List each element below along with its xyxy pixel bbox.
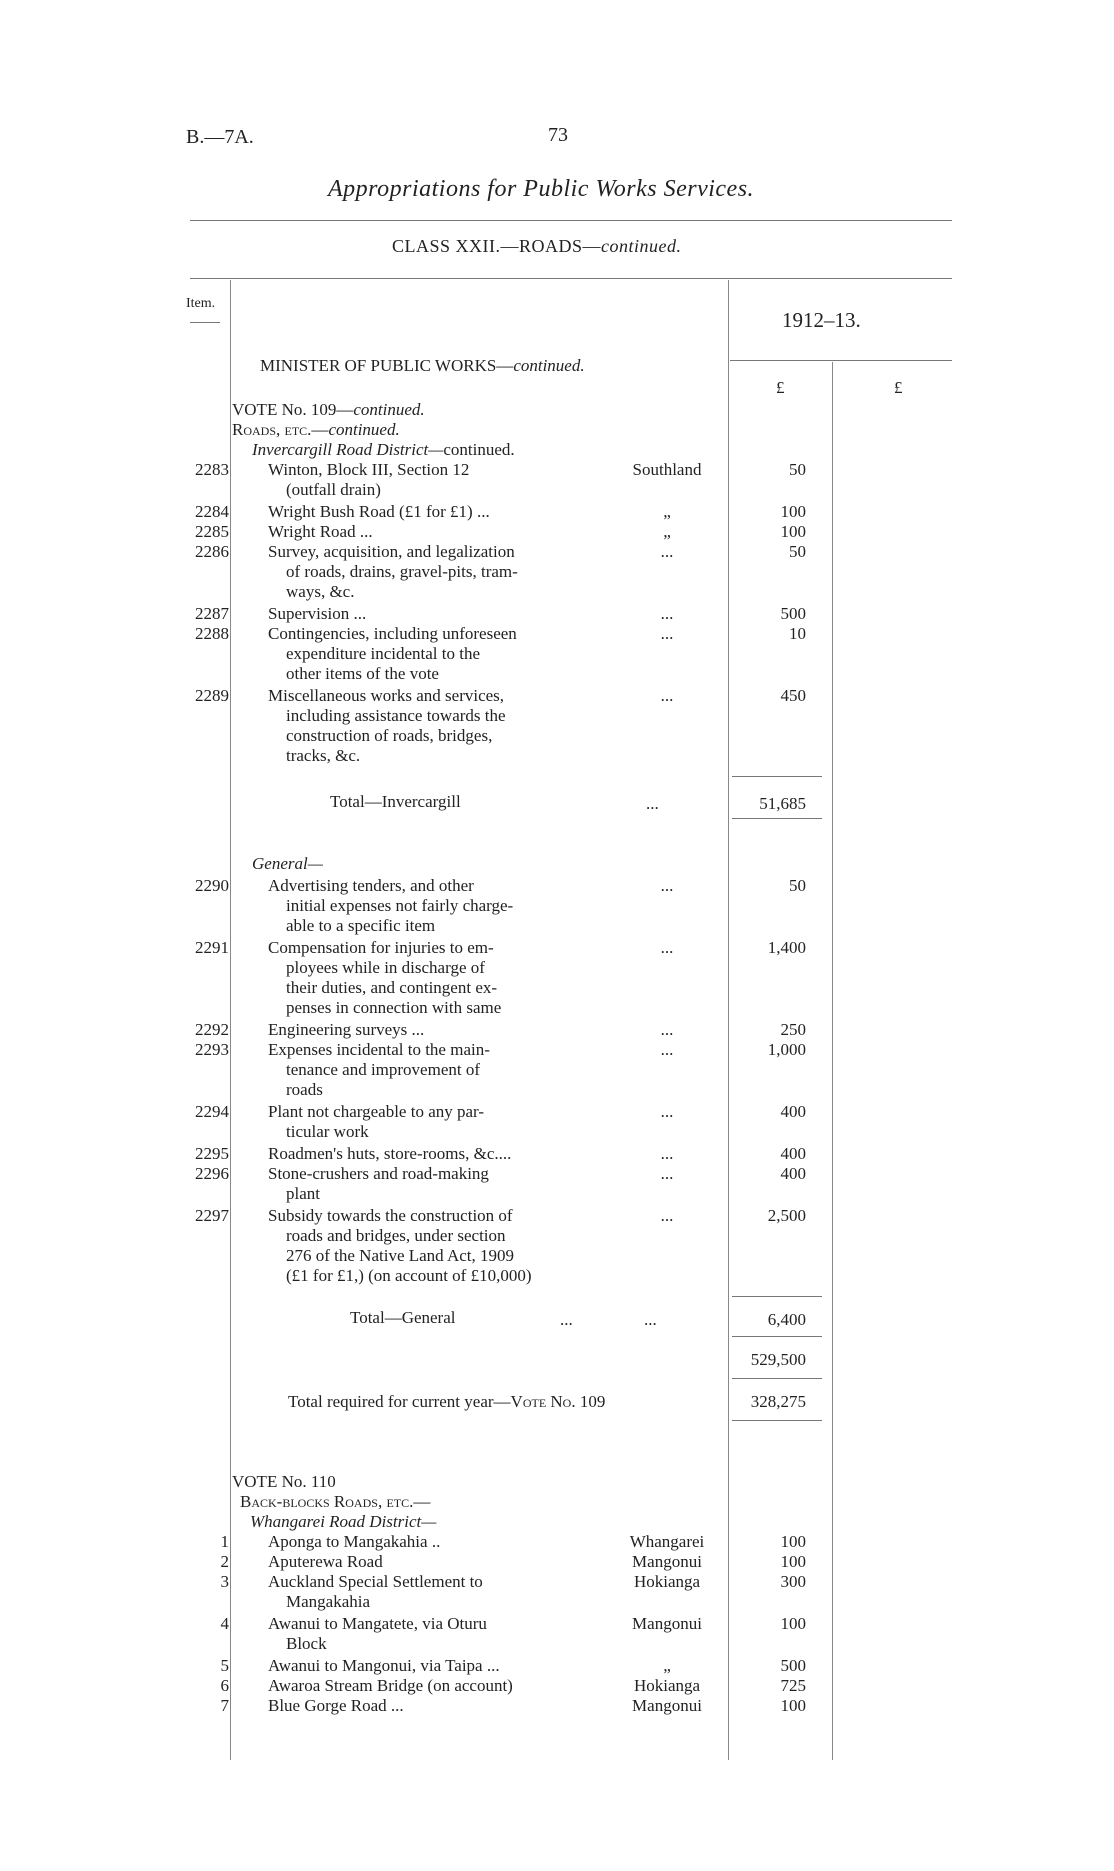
item-number: 2294 [195,1102,229,1121]
general-heading: General— [252,854,323,873]
total-general-amount: 6,400 [767,1310,806,1329]
item-number: 2288 [195,624,229,643]
item-district: ... [660,686,674,705]
item-description: Winton, Block III, Section 12 (outfall drain) [268,460,470,499]
item-amount: 100 [780,522,806,541]
back-blocks-heading: Back-blocks Roads, etc.— [240,1492,431,1511]
item-amount: 100 [780,1614,806,1633]
item-number: 2296 [195,1164,229,1183]
item-number: 3 [220,1572,229,1591]
item-district: ... [660,1020,674,1039]
item-district: Whangarei [629,1532,705,1551]
item-amount: 1,400 [767,938,806,957]
total-required-label: Total required for current year—Vote No. 109 [288,1392,606,1411]
item-column-divider [230,280,231,1760]
item-number: 2286 [195,542,229,561]
total-invercargill-amount: 51,685 [759,794,806,813]
minister-heading: MINISTER OF PUBLIC WORKS—continued. [260,356,585,375]
item-amount: 100 [780,1552,806,1571]
total-rule-bottom [732,1420,822,1421]
item-description: Wright Road ... [268,522,373,541]
item-description: Wright Bush Road (£1 for £1) ... [268,502,490,521]
item-number: 2 [220,1552,229,1571]
item-amount: 100 [780,1696,806,1715]
item-district: „ [663,502,671,521]
item-number: 2283 [195,460,229,479]
year-rule [730,360,952,361]
title-rule [190,220,952,221]
item-description: Survey, acquisition, and legalization of roads, drains, gravel-pits, tram- ways, &c. [268,542,518,601]
item-amount: 450 [780,686,806,705]
item-number: 2291 [195,938,229,957]
item-amount: 50 [789,460,806,479]
item-description: Aponga to Mangakahia .. [268,1532,441,1551]
total-rule [732,776,822,777]
item-district: ... [660,1102,674,1121]
item-number: 4 [220,1614,229,1633]
item-district: „ [663,1656,671,1675]
item-description: Supervision ... [268,604,367,623]
item-district: Hokianga [633,1572,701,1591]
page-number: 73 [548,124,568,146]
pound-sign-1: £ [776,378,785,397]
item-district: ... [660,1206,674,1225]
item-number: 2292 [195,1020,229,1039]
subtotal-amount: 529,500 [750,1350,806,1369]
item-amount: 400 [780,1164,806,1183]
item-district: ... [660,1164,674,1183]
item-number: 1 [220,1532,229,1551]
item-description: Plant not chargeable to any par- ticular work [268,1102,485,1141]
item-amount: 400 [780,1102,806,1121]
item-description: Awanui to Mangatete, via Oturu Block [268,1614,487,1653]
item-district: ... [660,938,674,957]
vote-110-heading: VOTE No. 110 [232,1472,336,1491]
item-description: Blue Gorge Road ... [268,1696,404,1715]
whangarei-district-heading: Whangarei Road District— [250,1512,437,1531]
item-amount: 725 [780,1676,806,1695]
item-district: ... [660,542,674,561]
item-amount: 100 [780,502,806,521]
item-district: Mangonui [632,1696,702,1715]
item-amount: 50 [789,542,806,561]
item-amount: 400 [780,1144,806,1163]
item-number: 2297 [195,1206,229,1225]
item-column-header: Item. [186,296,216,311]
item-amount: 300 [780,1572,806,1591]
item-description: Engineering surveys ... [268,1020,425,1039]
item-description: Awanui to Mangonui, via Taipa ... [268,1656,500,1675]
item-amount: 500 [780,1656,806,1675]
item-amount: 100 [780,1532,806,1551]
item-number: 2284 [195,502,229,521]
item-amount: 50 [789,876,806,895]
item-district: Mangonui [632,1552,702,1571]
total-rule [732,1336,822,1337]
pound-sign-2: £ [894,378,903,397]
item-description: Awaroa Stream Bridge (on account) [268,1676,513,1695]
class-heading: CLASS XXII.—ROADS—continued. [392,236,682,256]
item-number: 2290 [195,876,229,895]
item-description: Roadmen's huts, store-rooms, &c.... [268,1144,512,1163]
item-number: 2285 [195,522,229,541]
total-general-label: Total—General [350,1308,456,1327]
district-heading: Invercargill Road District—continued. [252,440,515,459]
item-number: 2287 [195,604,229,623]
item-district: ... [660,1040,674,1059]
item-description: Subsidy towards the construction of roads and bridges, under section 276 of the Native Land Act, 1909 (£1 for £1,) (on account of £10,000) [268,1206,532,1285]
total-general-dots: ... [560,1310,573,1329]
vote-109-heading: VOTE No. 109—continued. [232,400,425,419]
table-top-rule [190,278,952,279]
amount-column-divider-2 [832,362,833,1760]
year-heading: 1912–13. [782,308,861,332]
roads-heading: Roads, etc.—continued. [232,420,400,439]
item-amount: 500 [780,604,806,623]
item-description: Auckland Special Settlement to Mangakahia [268,1572,483,1611]
item-description: Aputerewa Road [268,1552,383,1571]
total-general-dots-2: ... [644,1310,657,1329]
item-description: Stone-crushers and road-making plant [268,1164,489,1203]
item-number: 5 [220,1656,229,1675]
item-amount: 1,000 [767,1040,806,1059]
amount-column-divider [728,280,729,1760]
item-district: Southland [632,460,702,479]
item-amount: 2,500 [767,1206,806,1225]
item-district: ... [660,604,674,623]
item-description: Compensation for injuries to em- ployees while in discharge of their duties, and contingent ex- penses in connection with same [268,938,502,1017]
total-invercargill-label: Total—Invercargill [330,792,461,811]
item-number: 2289 [195,686,229,705]
item-number: 7 [220,1696,229,1715]
total-rule [732,1378,822,1379]
item-description: Miscellaneous works and services, including assistance towards the construction of roads, bridges, tracks, &c. [268,686,506,765]
item-number: 6 [220,1676,229,1695]
page-title: Appropriations for Public Works Services. [328,176,755,202]
item-district: ... [660,876,674,895]
item-amount: 10 [789,624,806,643]
total-required-amount: 328,275 [750,1392,806,1411]
document-reference: B.—7A. [186,126,254,148]
item-description: Advertising tenders, and other initial expenses not fairly charge- able to a specific item [268,876,514,935]
item-number: 2295 [195,1144,229,1163]
item-district: Mangonui [632,1614,702,1633]
total-rule-bottom [732,818,822,819]
total-invercargill-dots: ... [646,794,659,813]
item-description: Contingencies, including unforeseen expenditure incidental to the other items of the vote [268,624,517,683]
item-district: ... [660,1144,674,1163]
item-district: ... [660,624,674,643]
item-description: Expenses incidental to the main- tenance and improvement of roads [268,1040,490,1099]
item-number: 2293 [195,1040,229,1059]
item-district: „ [663,522,671,541]
item-amount: 250 [780,1020,806,1039]
item-header-rule [190,322,220,323]
item-district: Hokianga [633,1676,701,1695]
total-rule [732,1296,822,1297]
